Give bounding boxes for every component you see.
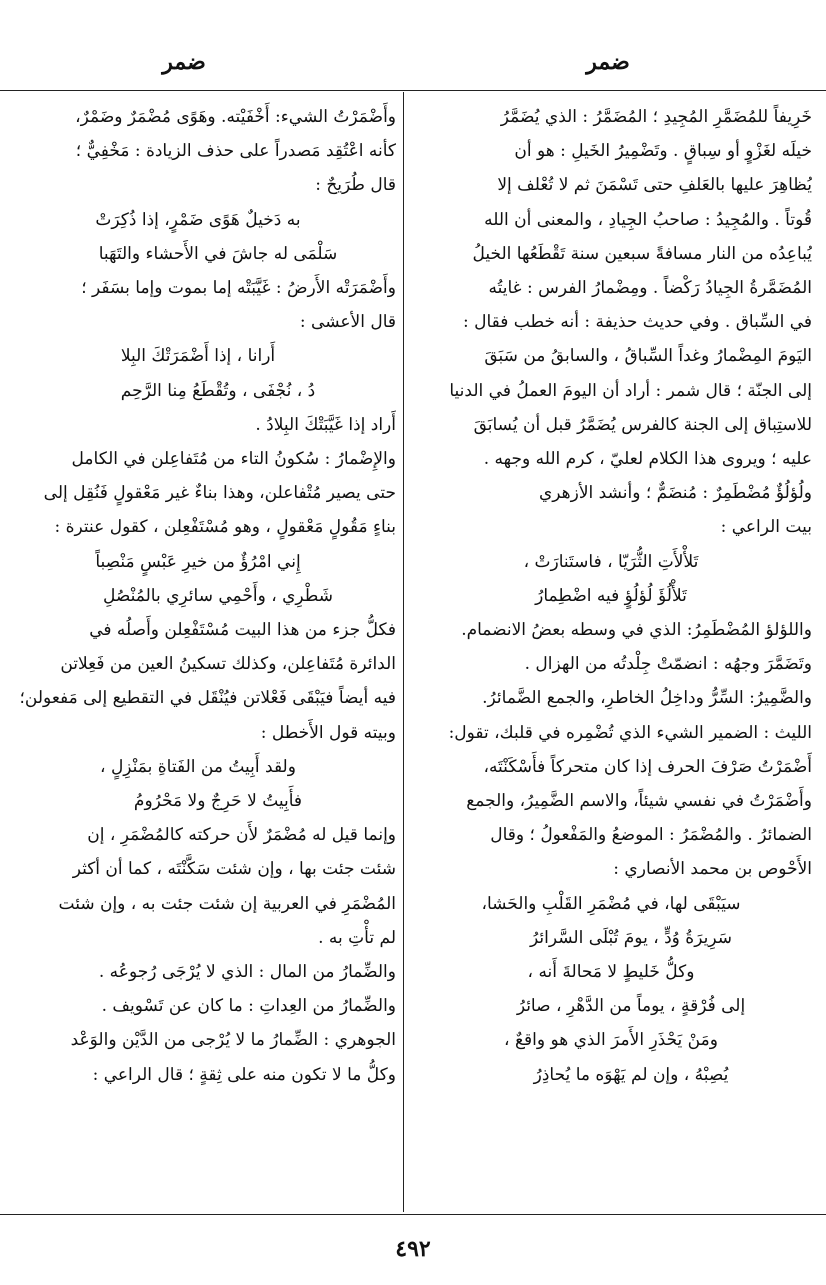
page-number: ٤٩٢ [395, 1236, 431, 1262]
verse-line: ولقد أَبِيتُ من الفَتاةِ بمَنْزِلٍ ، [100, 756, 296, 777]
text-line: كأنه اعْتُقِد مَصدراً على حذف الزيادة : مَخْفِيٌّ ؛ [75, 141, 396, 162]
text-line: المُضَمَّرةُ الجِيادُ رَكْضاً . ومِضْمارُ الفرس : غايتُه [488, 278, 812, 299]
text-line: شئت جئت بها ، وإن شئت سَكَّنْتَه ، كما أن أكثر [72, 859, 396, 880]
text-line: اليَومَ المِضْمارُ وغداً السِّباقُ ، والسابقُ من سَبَقَ [484, 346, 812, 367]
text-line: ولُؤلُؤٌ مُضْطَمِرٌ : مُنضَمٌّ ؛ وأنشد الأزهري [538, 483, 812, 504]
text-line: الأَحْوص بن محمد الأنصاري : [613, 859, 812, 880]
text-line: وكلُّ ما لا تكون منه على ثِقةٍ ؛ قال الراعي : [92, 1064, 396, 1085]
left-column [0, 100, 396, 1206]
text-line: يُظاهِرَ عليها بالعَلفِ حتى تَسْمَنَ ثم لا تُعْلف إلا [497, 175, 812, 196]
verse-line: سَلْمَى له جاشَ في الأَحشاء والتَهَبا [98, 243, 338, 264]
text-line: فكلُّ جزء من هذا البيت مُسْتَفْعِلن وأَصلُه في [89, 620, 396, 641]
text-line: وتَضَمَّرَ وجهُه : انضمّتْ جِلْدتُه من الهزال . [524, 654, 812, 675]
verse-line: تَلأْلأَتِ الثُّرَيّا ، فاستَنارَتْ ، [523, 551, 699, 572]
text-line: حتى يصير مُتْفاعلن، وهذا بناءٌ غير مَعْقولٍ فَنُقِل إلى [43, 483, 396, 504]
text-line: عليه ؛ ويروى هذا الكلام لعليّ ، كرم الله وجهه . [483, 449, 812, 470]
verse-line: أَرانا ، إذا أَضْمَرَتْكَ البِلا [120, 346, 276, 367]
text-line: المُضْمَرِ في العربية إن شئت جئت به ، وإن شئت [58, 893, 396, 914]
text-line: الدائرة مُتَفاعِلن، وكذلك تسكينُ العين من فَعِلاتن [60, 654, 396, 675]
text-line: للاستِباق إلى الجنة كالفرس يُضَمَّرُ قبل أن يُسابَقَ [473, 414, 812, 435]
top-rule [0, 90, 826, 91]
verse-line: وكلُّ خَليطٍ لا مَحالةَ أَنه ، [527, 962, 695, 983]
text-line: والضِّمارُ من العِداتِ : ما كان عن تَسْويف . [101, 996, 396, 1017]
verse-line: يُصِبْهُ ، وإن لم يَهْوَه ما يُحاذِرُ [533, 1064, 729, 1085]
verse-line: إلى فُرْقةٍ ، يوماً من الدَّهْرِ ، صائرُ [516, 996, 746, 1017]
header-word-left: ضمر [162, 49, 206, 75]
text-line: والضَّمِيرُ: السِّرُّ وداخِلُ الخاطرِ، والجمع الضَّمائرُ. [482, 688, 812, 709]
text-line: خيلَه لغَزْوٍ أو سِباقٍ . وتَضْمِيرُ الخَيلِ : هو أن [514, 141, 812, 162]
text-line: أَراد إذا غَيَّبَتْكَ البِلادُ . [255, 414, 396, 435]
verse-line: به دَخيلٌ هَوًى ضَمْرٍ، إذا ذُكِرَتْ [95, 209, 301, 230]
verse-line: سَرِيرَةُ وُدٍّ ، يومَ تُبْلَى السَّرائرُ [530, 927, 732, 948]
verse-line: تَلأْلُؤَ لُؤلُؤٍ فيه اضْطِمارُ [535, 585, 687, 606]
verse-line: شَطْرِي ، وأَحْمِي سائرِي بالمُنْصُلِ [103, 585, 333, 606]
bottom-rule [0, 1214, 826, 1215]
text-line: بناءٍ مَقُولٍ مَعْقولٍ ، وهو مُسْتَفْعِلن ، كقول عنترة : [54, 517, 396, 538]
text-line: وإنما قيل له مُضْمَرٌ لأَن حركته كالمُضْمَرِ ، إن [87, 825, 396, 846]
verse-line: إِني امْرُؤٌ من خيرِ عَبْسٍ مَنْصِباً [95, 551, 301, 572]
text-line: والضِّمارُ من المال : الذي لا يُرْجَى رُجوعُه . [98, 962, 396, 983]
text-line: والإِضْمارُ : سُكونُ التاء من مُتَفاعِلن في الكامل [71, 449, 396, 470]
text-line: وبيته قول الأَخطل : [260, 722, 396, 743]
text-line: قُوتاً . والمُجِيدُ : صاحبُ الجِيادِ ، والمعنى أن الله [484, 209, 812, 230]
text-line: وأَضْمَرْتُ الشيء: أَخْفَيْته. وهَوًى مُضْمَرٌ وضَمْرٌ، [75, 107, 396, 127]
text-line: أَضْمَرْتُ صَرْفَ الحرف إذا كان متحركاً فأَسْكَنْتَه، [483, 756, 812, 777]
column-divider [403, 92, 404, 1212]
verse-line: دُ ، نُجْفَى ، وتُقْطَعُ مِنا الرَّحِم [120, 380, 316, 401]
text-line: يُباعِدُه من النار مسافةً سبعين سنة تَقْطَعُها الخيلُ [472, 243, 812, 264]
text-line: بيت الراعي : [720, 517, 812, 538]
text-line: قال طُرَيحٌ : [315, 175, 396, 196]
text-line: وأَضْمَرْتُ في نفسي شيئاً، والاسم الضَّمِيرُ، والجمع [466, 791, 812, 812]
verse-line: فأَبِيتُ لا حَرِجٌ ولا مَحْرُومُ [133, 791, 303, 812]
text-line: في السِّباق . وفي حديث حذيفة : أنه خطب فقال : [463, 312, 812, 333]
text-line: واللؤلؤ المُضْطَمِرُ: الذي في وسطه بعضُ الانضمام. [461, 620, 812, 641]
text-line: فيه أيضاً فيَبْقَى فَعْلاتن فيُنْقَل في التقطيع إلى مَفعولن؛ [19, 688, 396, 709]
text-line: لم تأْتِ به . [318, 927, 396, 948]
verse-line: سيَبْقَى لها، في مُضْمَرِ القَلْبِ والحَشا، [481, 893, 741, 914]
text-line: قال الأعشى : [299, 312, 396, 333]
text-line: الليث : الضمير الشيء الذي تُضْمِره في قلبك، تقول: [448, 722, 812, 743]
text-line: الضمائرُ . والمُضْمَرُ : الموضعُ والمَفْعولُ ؛ وقال [490, 825, 812, 846]
text-line: خَرِيفاً للمُضَمَّرِ المُجِيدِ ؛ المُضَمَّرُ : الذي يُضَمَّرُ [500, 107, 812, 127]
right-column [410, 100, 812, 1206]
header-word-right: ضمر [586, 49, 630, 75]
text-line: إلى الجنّة ؛ قال شمر : أراد أن اليومَ العملُ في الدنيا [449, 380, 812, 401]
verse-line: ومَنْ يَحْذَرِ الأَمرَ الذي هو واقعٌ ، [504, 1030, 718, 1051]
text-line: وأَضْمَرَتْه الأَرضُ : غَيَّبَتْه إما بموت وإما بسَفَر ؛ [81, 278, 396, 299]
text-line: الجوهري : الضِّمارُ ما لا يُرْجى من الدَّيْن والوَعْد [70, 1030, 396, 1051]
